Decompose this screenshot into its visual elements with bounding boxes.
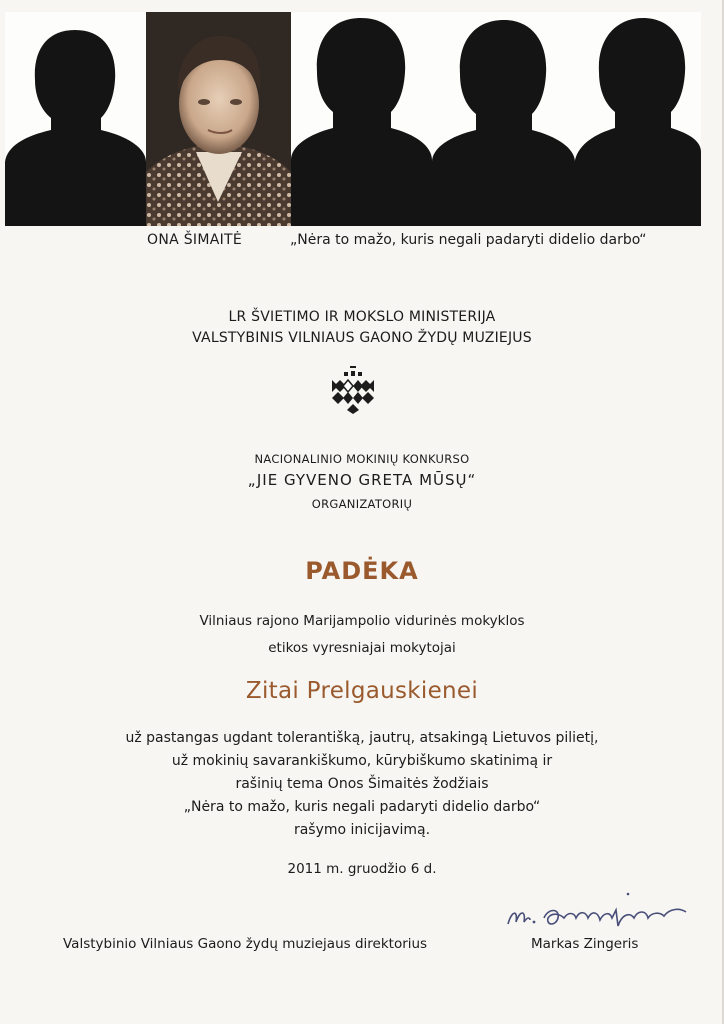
- organizer-ministry: LR ŠVIETIMO IR MOKSLO MINISTERIJA: [228, 309, 496, 325]
- museum-logo-icon: [330, 366, 376, 414]
- recipient-name: Zitai Prelgauskienei: [245, 678, 479, 704]
- organizer-museum: VALSTYBINIS VILNIAUS GAONO ŽYDŲ MUZIEJUS: [192, 330, 532, 346]
- contest-line-3: ORGANIZATORIŲ: [311, 497, 413, 511]
- portrait-banner: [5, 12, 701, 226]
- silhouette-portrait: [432, 12, 575, 226]
- recipient-role: etikos vyresniajai mokytojai: [268, 640, 456, 656]
- silhouette-portrait: [5, 12, 146, 226]
- certificate-title: PADĖKA: [305, 557, 419, 585]
- recipient-school: Vilniaus rajono Marijampolio vidurinės mokyklos: [199, 613, 525, 629]
- banner-caption: [0, 232, 724, 254]
- caption-name: ONA ŠIMAITĖ: [147, 232, 243, 248]
- body-line: už pastangas ugdant tolerantišką, jautrų, atsakingą Lietuvos pilietį,: [125, 730, 599, 746]
- certificate-date: 2011 m. gruodžio 6 d.: [287, 861, 437, 877]
- body-line: rašymo inicijavimą.: [293, 822, 431, 838]
- signatory-position: Valstybinio Vilniaus Gaono žydų muziejaus direktorius: [63, 936, 428, 952]
- caption-quote: „Nėra to mažo, kuris negali padaryti didelio darbo“: [290, 232, 647, 248]
- body-line: rašinių tema Onos Šimaitės žodžiais: [235, 776, 489, 792]
- body-line: „Nėra to mažo, kuris negali padaryti didelio darbo“: [183, 799, 541, 815]
- silhouette-portrait: [291, 12, 432, 226]
- contest-name: „JIE GYVENO GRETA MŪSŲ“: [247, 471, 477, 489]
- contest-line-1: NACIONALINIO MOKINIŲ KONKURSO: [254, 452, 470, 466]
- handwritten-signature: [500, 888, 700, 938]
- body-line: už mokinių savarankiškumo, kūrybiškumo skatinimą ir: [171, 753, 553, 769]
- ona-simaite-photo: [146, 12, 291, 226]
- silhouette-portrait: [575, 12, 701, 226]
- signatory-name: Markas Zingeris: [531, 936, 639, 952]
